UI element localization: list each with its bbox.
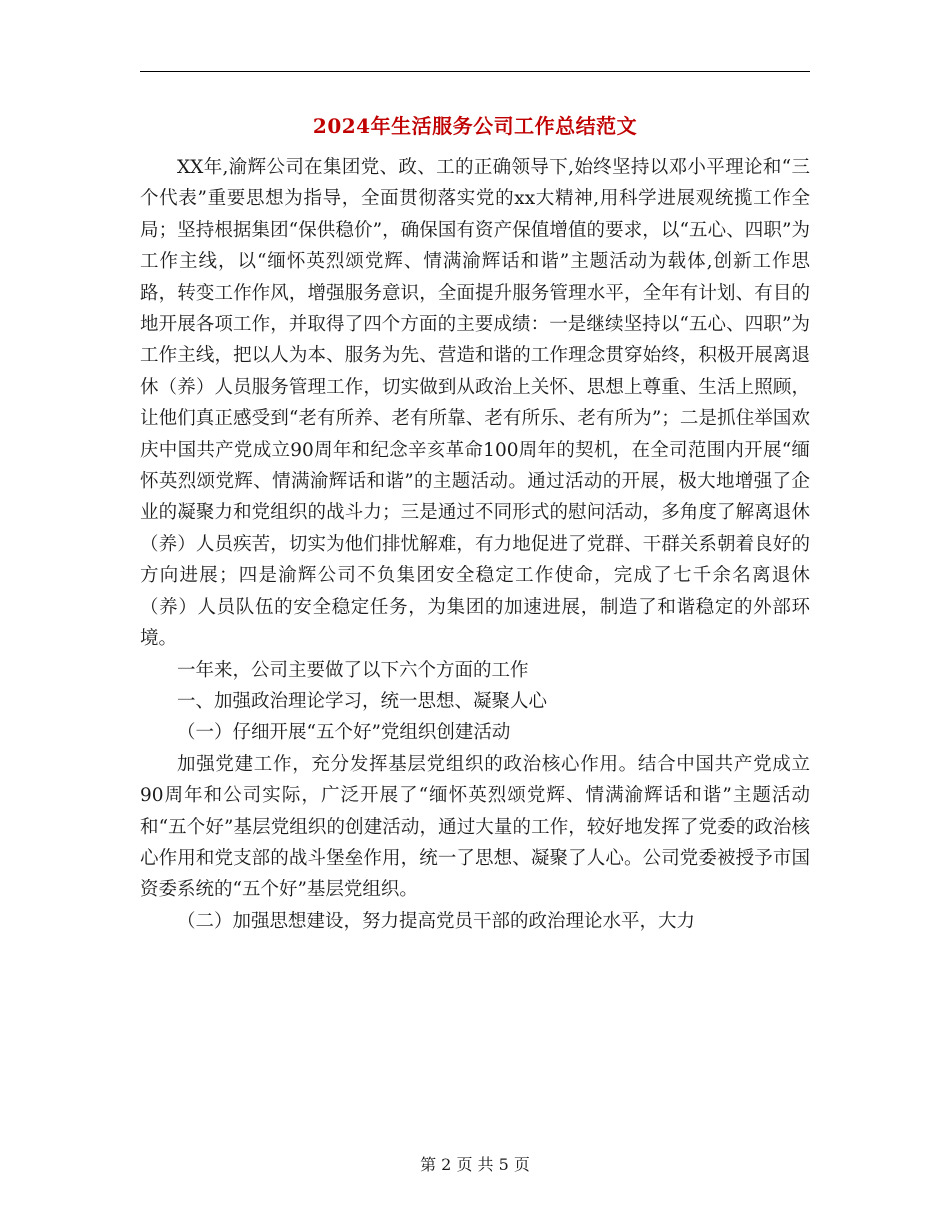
subsection-heading-2: （二）加强思想建设，努力提高党员干部的政治理论水平，大力 [177,910,696,932]
page-number-footer: 第 2 页 共 5 页 [420,1155,530,1174]
body-paragraph-party-building: 加强党建工作，充分发挥基层党组织的政治核心作用。结合中国共产党成立90周年和公司实际，广泛开展了“缅怀英烈颂党辉、情满渝辉话和谐”主题活动和“五个好”基层党组织的创建活动，通过大量的工作，较好地发挥了党委的政治核心作用和党支部的战斗堡垒作用，统一了思想、凝聚了人心。公司党委被授予市国资委系统的“五个好”基层党组织。 [140,753,810,901]
document-title: 2024年生活服务公司工作总结范文 [312,114,638,138]
body-paragraph-intro: 一年来，公司主要做了以下六个方面的工作 [177,659,529,681]
section-heading-1: 一、加强政治理论学习，统一思想、凝聚人心 [177,690,548,712]
subsection-heading-1: （一）仔细开展“五个好”党组织创建活动 [177,722,511,744]
body-paragraph-summary: XX年,渝辉公司在集团党、政、工的正确领导下,始终坚持以邓小平理论和“三个代表”重要思想为指导，全面贯彻落实党的xx大精神,用科学进展观统揽工作全局；坚持根据集团“保供稳价”，确保国有资产保值增值的要求，以“五心、四职”为工作主线，以“缅怀英烈颂党辉、情满渝辉话和谐”主题活动为载体,创新工作思路，转变工作作风，增强服务意识，全面提升服务管理水平，全年有计划、有目的地开展各项工作，并取得了四个方面的主要成绩：一是继续坚持以“五心、四职”为工作主线，把以人为本、服务为先、营造和谐的工作理念贯穿始终，积极开展离退休（养）人员服务管理工作，切实做到从政治上关怀、思想上尊重、生活上照顾，让他们真正感受到“老有所养、老有所靠、老有所乐、老有所为”；二是抓住举国欢庆中国共产党成立90周年和纪念辛亥革命100周年的契机，在全司范围内开展“缅怀英烈颂党辉、情满渝辉话和谐”的主题活动。通过活动的开展，极大地增强了企业的凝聚力和党组织的战斗力；三是通过不同形式的慰问活动，多角度了解离退休（养）人员疾苦，切实为他们排忧解难，有力地促进了党群、干群关系朝着良好的方向进展；四是渝辉公司不负集团安全稳定工作使命，完成了七千余名离退休（养）人员队伍的安全稳定任务，为集团的加速进展，制造了和谐稳定的外部环境。 [140,157,810,650]
document-body [140,152,810,937]
header-rule [140,71,810,72]
